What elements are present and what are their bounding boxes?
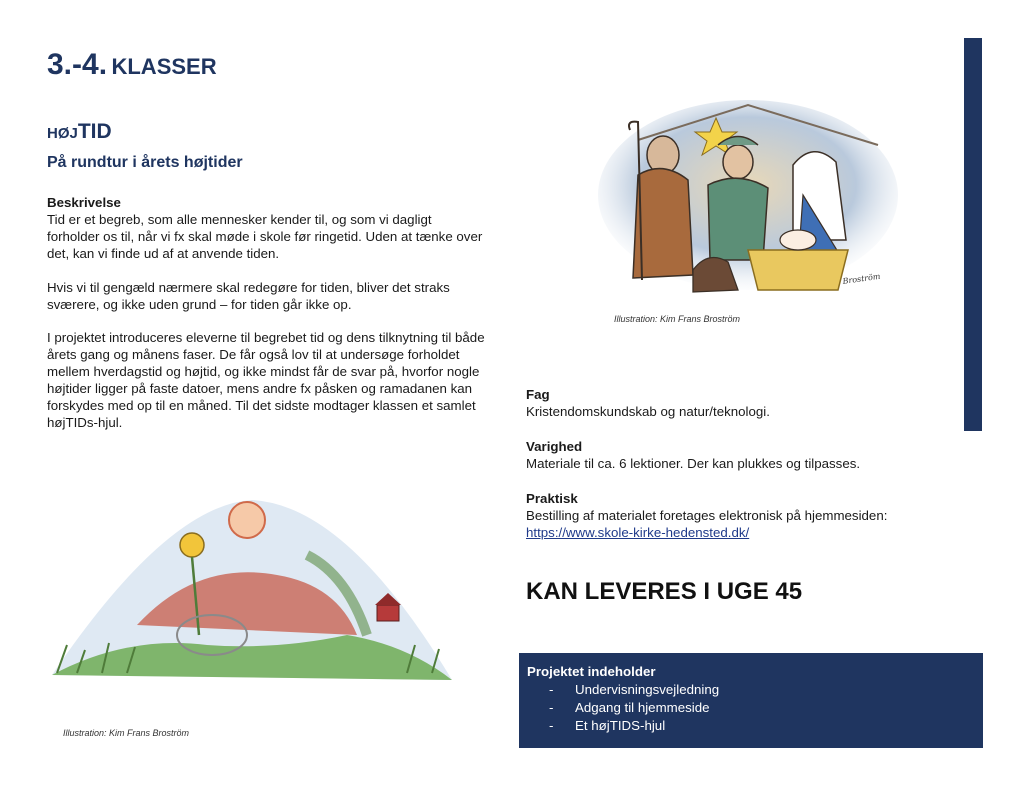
practical-value: Bestilling af materialet foretages elektronisk på hjemmesiden: [526,508,888,523]
subject-label: Fag [526,387,550,402]
description-section [47,195,487,449]
list-item: - Adgang til hjemmeside [549,700,710,715]
project-title-prefix: HØJ [47,125,78,142]
project-title [47,120,112,144]
grade-heading [47,48,217,82]
practical-label: Praktisk [526,491,578,506]
contents-title: Projektet indeholder [527,664,656,679]
contents-list [549,681,719,735]
description-paragraph-1: Tid er et begreb, som alle mennesker kender til, og som vi dagligt forholder os til, når vi fx skal møde i skole før ringetid. Uden at tænke over det, kan vi finde ud af at anvende tiden. [47,211,483,261]
list-item: - Et højTIDS-hjul [549,718,666,733]
list-item: - Undervisningsvejledning [549,682,720,697]
duration-value: Materiale til ca. 6 lektioner. Der kan plukkes og tilpasses. [526,456,861,471]
nativity-illustration [598,100,898,300]
illustrator-signature: Broström [842,271,881,286]
contents-box [519,653,983,748]
duration-label: Varighed [526,439,583,454]
description-heading: Beskrivelse [47,195,121,210]
website-link[interactable]: https://www.skole-kirke-hedensted.dk/ [526,525,750,540]
project-title-suffix: TID [77,120,112,143]
decorative-side-bar [964,38,982,431]
landscape-illustration [47,485,457,690]
description-paragraph-3: I projektet introduceres eleverne til begrebet tid og dens tilknytning til både årets gang og månens faser. De får også lov til at undersøge forholdet mellem hverdagstid og højtid, og ikke mindst får de svar på, hvorfor nogle højtider ligger på faste datoer, mens andre fx påsken og ramadanen kan forskydes med op til en måned. Til det sidste modtager klassen et samlet højTIDs-hjul. [47,330,485,430]
project-info [526,386,956,541]
top-illustration-caption: Illustration: Kim Frans Broström [614,314,741,324]
delivery-heading: KAN LEVERES I UGE 45 [526,578,803,605]
contents-item-label: Et højTIDS-hjul [575,718,666,733]
description-paragraph-2: Hvis vi til gengæld nærmere skal redegøre for tiden, bliver det straks sværere, og ikke uden grund – for tiden går ikke op. [47,279,450,312]
bottom-illustration-caption: Illustration: Kim Frans Broström [63,728,190,738]
subject-value: Kristendomskundskab og natur/teknologi. [526,404,770,419]
contents-item-label: Adgang til hjemmeside [575,700,710,715]
grade-number: 3.-4. [47,48,108,81]
contents-item-label: Undervisningsvejledning [575,682,720,697]
project-subtitle: På rundtur i årets højtider [47,154,243,171]
grade-word: KLASSER [111,54,217,79]
